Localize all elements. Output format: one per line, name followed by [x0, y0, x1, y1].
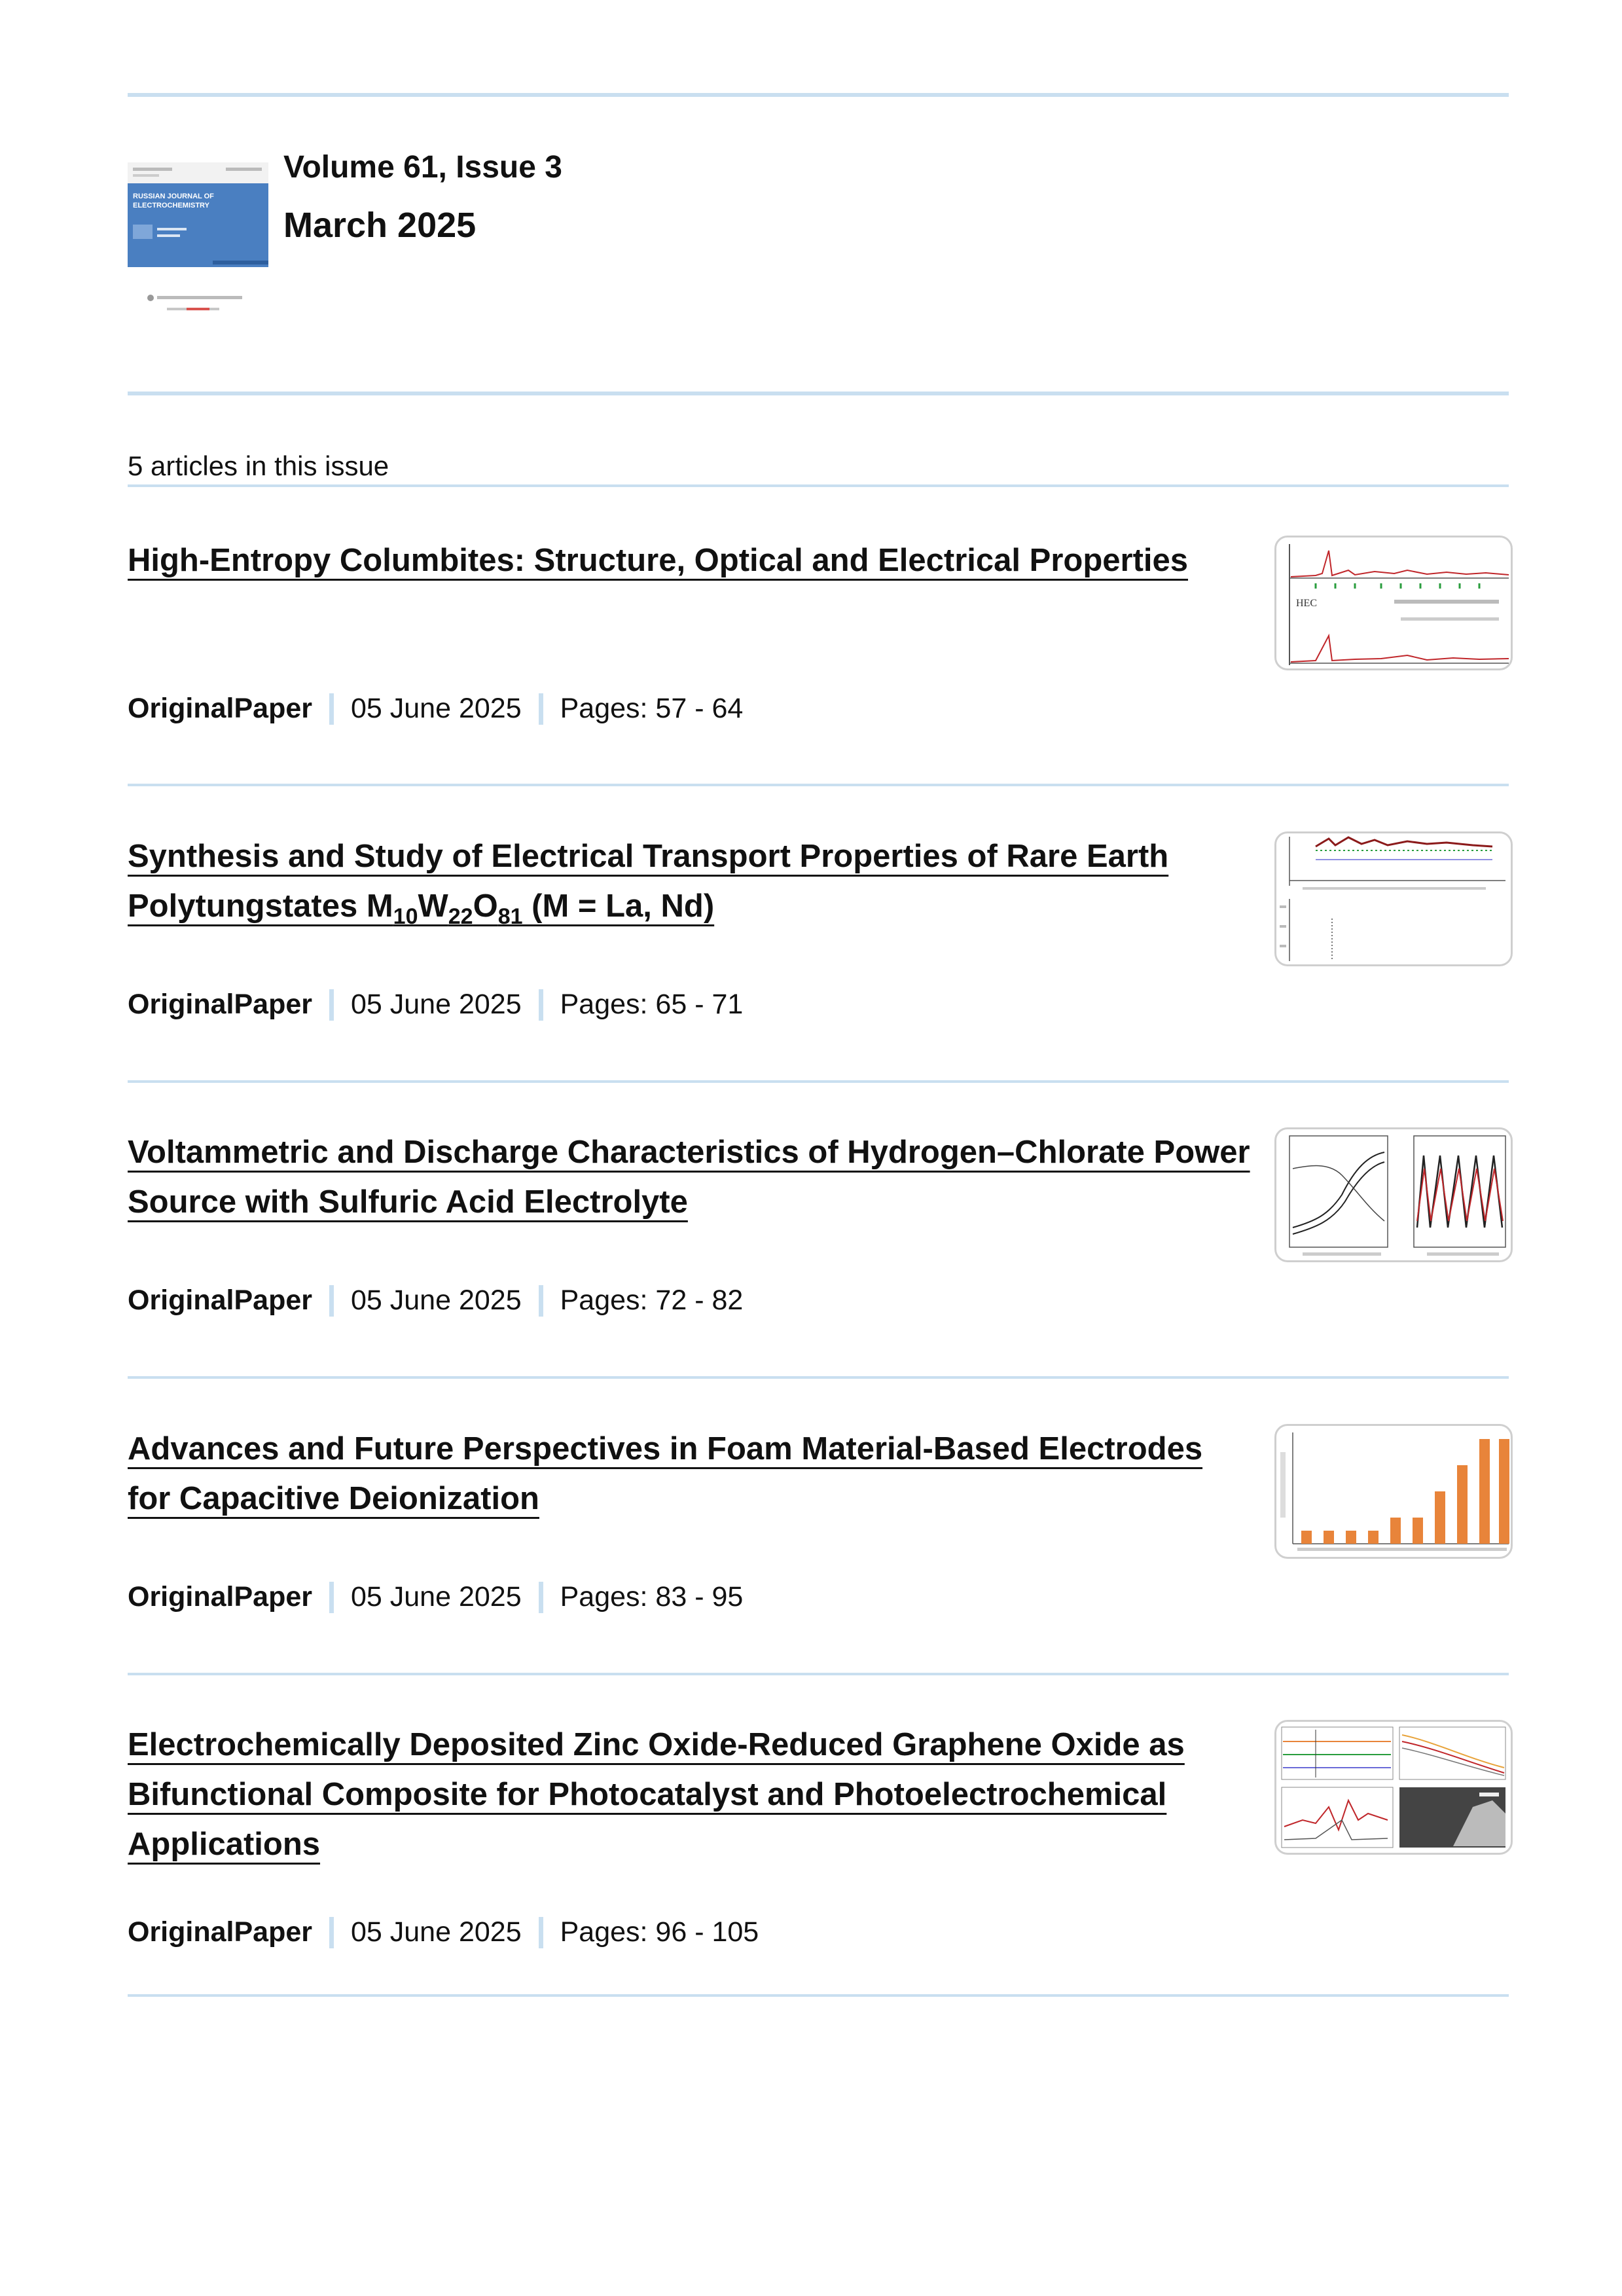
title-text: W — [418, 888, 448, 924]
article-divider — [128, 1673, 1509, 1675]
meta-separator — [329, 693, 334, 725]
article-pages: Pages: 65 - 71 — [560, 989, 744, 1020]
article-title-link[interactable]: Electrochemically Deposited Zinc Oxide-Reduced Graphene Oxide as Bifunctional Composite for Photocatalyst and Photoelectrochemical Applications — [128, 1727, 1185, 1862]
article-date: 05 June 2025 — [350, 1916, 522, 1948]
title-text: Synthesis and Study of Electrical Transport Properties of Rare Earth Polytungstates M — [128, 839, 1169, 924]
article-pages: Pages: 83 - 95 — [560, 1581, 744, 1613]
meta-separator — [539, 989, 543, 1021]
article-title[interactable] — [128, 536, 1253, 585]
xrd-pattern-thumbnail[interactable] — [1274, 536, 1513, 670]
article-pages: Pages: 57 - 64 — [560, 693, 744, 724]
cover-title-line1: RUSSIAN JOURNAL OF — [133, 192, 214, 200]
article-type: OriginalPaper — [128, 1916, 312, 1948]
voltammogram-thumbnail[interactable] — [1274, 1127, 1513, 1262]
subscript: 22 — [448, 903, 473, 929]
article-type: OriginalPaper — [128, 1285, 312, 1316]
meta-separator — [539, 1285, 543, 1317]
article-title-link[interactable]: High-Entropy Columbites: Structure, Optical and Electrical Properties — [128, 543, 1189, 578]
article-title-link[interactable]: Voltammetric and Discharge Characteristics of Hydrogen–Chlorate Power Source with Sulfuric Acid Electrolyte — [128, 1135, 1250, 1220]
article-divider — [128, 1080, 1509, 1083]
article-title[interactable] — [128, 1127, 1253, 1227]
article-title[interactable] — [128, 1424, 1253, 1523]
top-divider — [128, 93, 1509, 97]
article-type: OriginalPaper — [128, 693, 312, 724]
meta-separator — [539, 693, 543, 725]
title-text: O — [473, 888, 498, 924]
count-divider — [128, 484, 1509, 487]
article-divider — [128, 1994, 1509, 1997]
article-meta — [128, 693, 743, 725]
header-divider — [128, 392, 1509, 395]
article-title[interactable] — [128, 1720, 1253, 1869]
article-meta — [128, 989, 743, 1021]
article-date: 05 June 2025 — [350, 1285, 522, 1316]
multi-panel-figure-thumbnail[interactable] — [1274, 1720, 1513, 1855]
meta-separator — [329, 989, 334, 1021]
meta-separator — [539, 1582, 543, 1613]
journal-cover-image[interactable] — [128, 162, 268, 329]
article-title-link[interactable] — [128, 839, 1169, 929]
article-date: 05 June 2025 — [350, 1581, 522, 1613]
article-divider — [128, 784, 1509, 786]
article-count: 5 articles in this issue — [128, 450, 389, 481]
article-meta — [128, 1916, 759, 1948]
meta-separator — [329, 1582, 334, 1613]
article-type: OriginalPaper — [128, 1581, 312, 1613]
meta-separator — [329, 1917, 334, 1948]
svg-text:HEC: HEC — [1296, 598, 1317, 609]
article-date: 05 June 2025 — [350, 989, 522, 1020]
title-text: (M = La, Nd) — [522, 888, 715, 924]
bar-chart-thumbnail[interactable] — [1274, 1424, 1513, 1559]
diffraction-plot-thumbnail[interactable] — [1274, 831, 1513, 966]
article-divider — [128, 1376, 1509, 1379]
article-title[interactable] — [128, 831, 1253, 931]
issue-date-heading: March 2025 — [283, 206, 477, 245]
volume-issue-heading: Volume 61, Issue 3 — [283, 150, 562, 185]
article-title-link[interactable]: Advances and Future Perspectives in Foam Material-Based Electrodes for Capacitive Deionization — [128, 1431, 1203, 1516]
article-date: 05 June 2025 — [350, 693, 522, 724]
article-meta — [128, 1581, 743, 1613]
cover-title-line2: ELECTROCHEMISTRY — [133, 202, 209, 210]
subscript: 81 — [497, 903, 523, 929]
meta-separator — [329, 1285, 334, 1317]
meta-separator — [539, 1917, 543, 1948]
article-meta — [128, 1285, 743, 1317]
subscript: 10 — [393, 903, 418, 929]
article-type: OriginalPaper — [128, 989, 312, 1020]
article-pages: Pages: 72 - 82 — [560, 1285, 744, 1316]
article-pages: Pages: 96 - 105 — [560, 1916, 759, 1948]
